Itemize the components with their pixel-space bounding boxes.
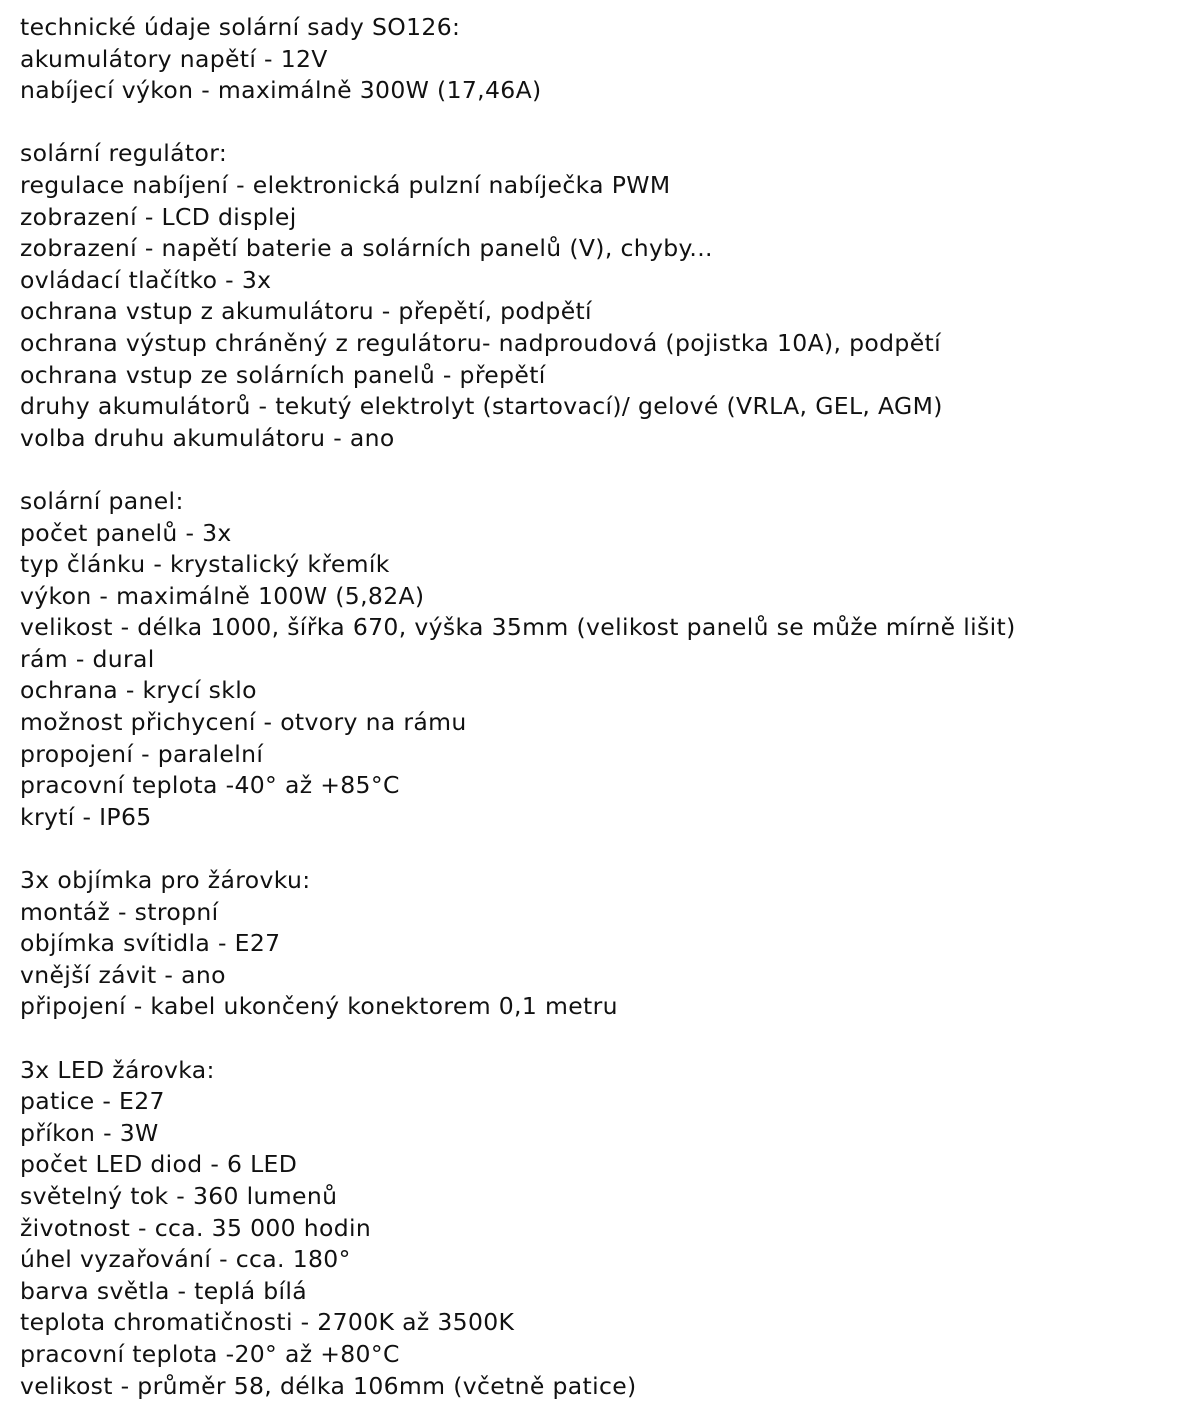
spec-section-solar-panel [20,486,1170,834]
spec-line: pracovní teplota -20° až +80°C [20,1339,400,1368]
spec-line: příkon - 3W [20,1118,159,1147]
spec-line: regulace nabíjení - elektronická pulzní nabíječka PWM [20,170,671,199]
paragraph-gap [20,1023,1170,1055]
spec-line: ovládací tlačítko - 3x [20,265,272,294]
section-heading: 3x LED žárovka: [20,1055,215,1084]
spec-line: životnost - cca. 35 000 hodin [20,1213,372,1242]
spec-line: propojení - paralelní [20,739,264,768]
spec-line: ochrana vstup ze solárních panelů - přepětí [20,360,546,389]
section-heading: 3x objímka pro žárovku: [20,866,311,895]
spec-line: výkon - maximálně 100W (5,82A) [20,581,425,610]
spec-line: připojení - kabel ukončený konektorem 0,1 metru [20,992,618,1021]
spec-line: patice - E27 [20,1087,165,1116]
paragraph-gap [20,107,1170,139]
spec-line: světelný tok - 360 lumenů [20,1181,338,1210]
spec-line: rám - dural [20,644,155,673]
section-heading: solární regulátor: [20,139,228,168]
spec-line: počet panelů - 3x [20,518,232,547]
spec-line: velikost - průměr 58, délka 106mm (včetně patice) [20,1371,637,1400]
spec-section-led-bulb [20,1055,1170,1403]
spec-section-overview [20,12,1170,107]
spec-line: krytí - IP65 [20,802,152,831]
spec-line: nabíjecí výkon - maximálně 300W (17,46A) [20,76,542,105]
spec-line: úhel vyzařování - cca. 180° [20,1245,351,1274]
spec-document [20,12,1170,1402]
spec-section-regulator [20,138,1170,454]
spec-line: akumulátory napětí - 12V [20,44,328,73]
spec-line: objímka svítidla - E27 [20,929,281,958]
spec-line: typ článku - krystalický křemík [20,550,390,579]
spec-line: možnost přichycení - otvory na rámu [20,708,467,737]
spec-line: ochrana vstup z akumulátoru - přepětí, podpětí [20,297,592,326]
spec-line: pracovní teplota -40° až +85°C [20,771,400,800]
spec-line: ochrana - krycí sklo [20,676,257,705]
section-heading: technické údaje solární sady SO126: [20,13,461,41]
spec-section-socket [20,865,1170,1023]
spec-line: zobrazení - LCD displej [20,202,297,231]
spec-line: zobrazení - napětí baterie a solárních panelů (V), chyby... [20,234,713,263]
paragraph-gap [20,833,1170,865]
spec-line: teplota chromatičnosti - 2700K až 3500K [20,1308,515,1337]
spec-line: montáž - stropní [20,897,219,926]
spec-line: druhy akumulátorů - tekutý elektrolyt (startovací)/ gelové (VRLA, GEL, AGM) [20,392,943,421]
spec-line: volba druhu akumulátoru - ano [20,423,395,452]
spec-line: barva světla - teplá bílá [20,1276,308,1305]
spec-line: počet LED diod - 6 LED [20,1150,298,1179]
section-heading: solární panel: [20,486,184,515]
paragraph-gap [20,454,1170,486]
spec-line: ochrana výstup chráněný z regulátoru- nadproudová (pojistka 10A), podpětí [20,328,941,357]
spec-line: velikost - délka 1000, šířka 670, výška 35mm (velikost panelů se může mírně lišit) [20,613,1016,642]
spec-line: vnější závit - ano [20,960,226,989]
